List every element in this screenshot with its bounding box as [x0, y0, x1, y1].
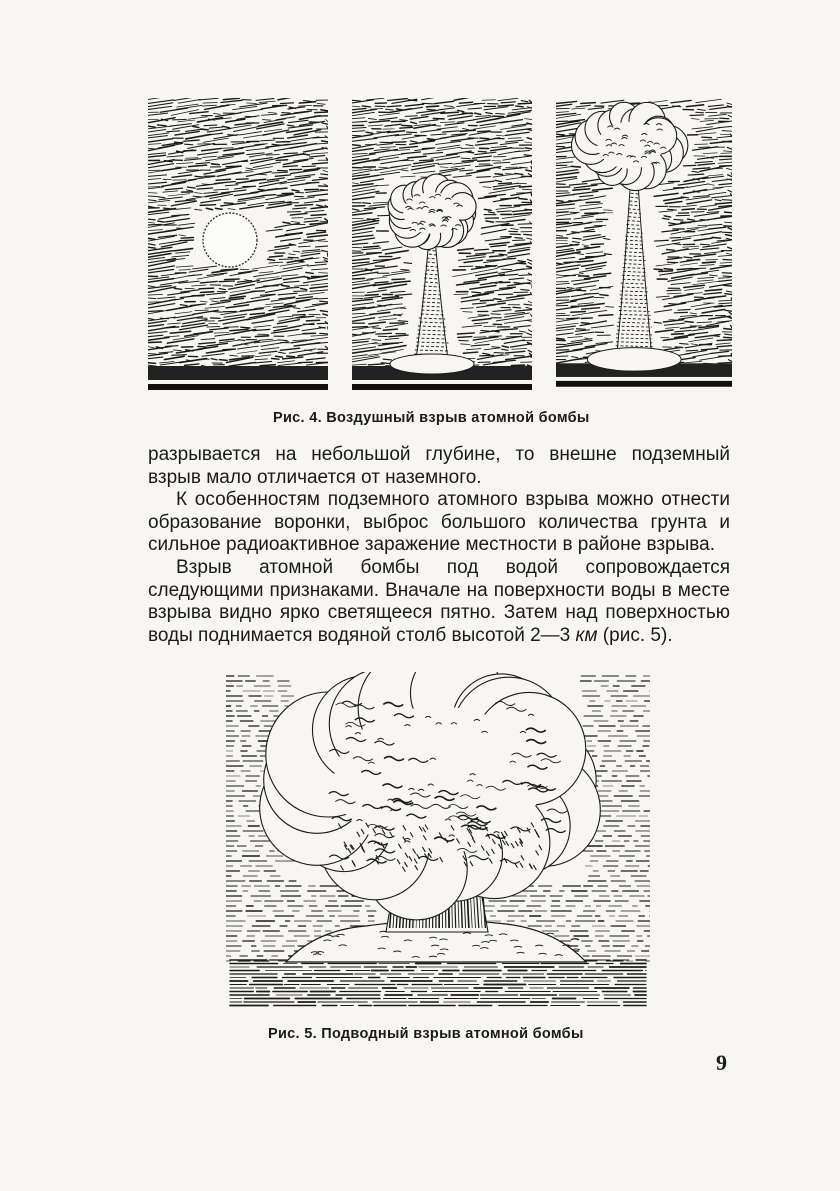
- paragraph-3-ref: (рис. 5).: [597, 624, 673, 646]
- figure-5-caption: Рис. 5. Подводный взрыв атомной бомбы: [268, 1026, 584, 1042]
- unit-km: км: [575, 624, 598, 646]
- paragraph-1: разрывается на небольшой глубине, то внешне подземный взрыв мало отличается от наземного.: [148, 444, 730, 488]
- figure-5: [226, 672, 650, 1012]
- body-text: [148, 444, 730, 647]
- page-number: 9: [716, 1050, 727, 1075]
- paragraph-3-text: Взрыв атомной бомбы под водой сопровождается следующими признаками. Вначале на поверхности воды в месте взрыва видно ярко светящееся пятно. Затем над поверхностью воды поднимается водяной столб высотой 2—3: [148, 556, 730, 646]
- paragraph-2: К особенностям подземного атомного взрыва можно отнести образование воронки, выброс большого количества грунта и сильное радиоактивное заражение местности в районе взрыва.: [148, 489, 730, 556]
- figure-4-caption: Рис. 4. Воздушный взрыв атомной бомбы: [273, 410, 590, 426]
- figure-4-panel-early-mushroom: [352, 98, 532, 390]
- paragraph-3: [148, 557, 730, 647]
- figure-4-panel-fireball: [148, 98, 328, 390]
- figure-4-panel-late-mushroom: [556, 98, 732, 390]
- figure-4: [148, 98, 732, 390]
